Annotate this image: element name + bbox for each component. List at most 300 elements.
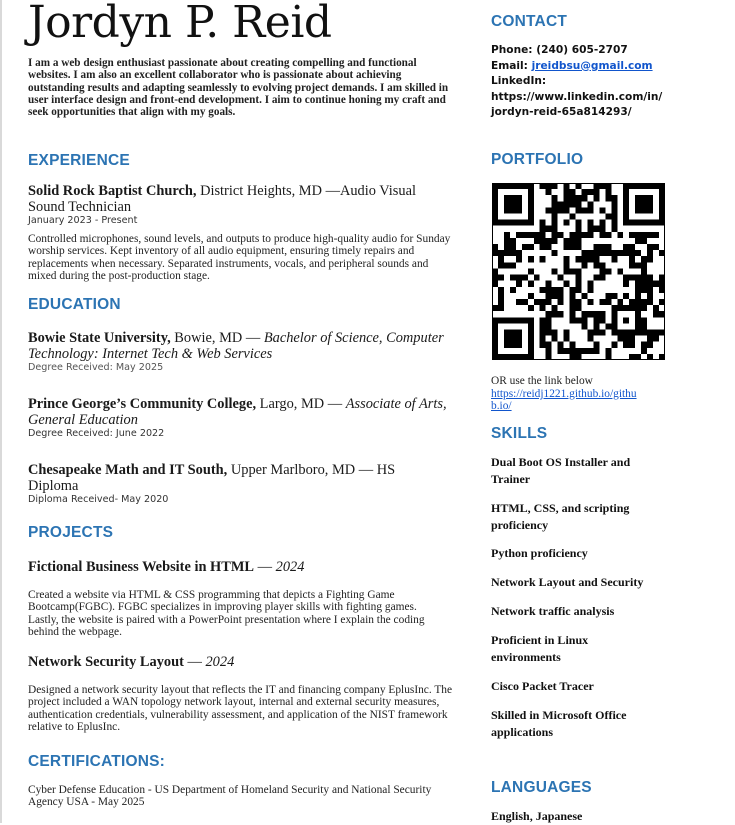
qr-module xyxy=(587,232,593,238)
qr-module xyxy=(570,268,576,274)
qr-module xyxy=(552,293,558,299)
qr-module xyxy=(540,329,546,335)
qr-module xyxy=(599,250,605,256)
qr-module xyxy=(587,281,593,287)
qr-module xyxy=(576,201,582,207)
qr-module xyxy=(629,329,635,335)
qr-module xyxy=(611,201,617,207)
project-title xyxy=(28,654,234,670)
qr-module xyxy=(576,244,582,250)
qr-module xyxy=(564,256,570,262)
qr-module xyxy=(647,281,653,287)
education-heading: EDUCATION xyxy=(28,296,121,313)
qr-module xyxy=(558,311,564,317)
qr-module xyxy=(635,287,641,293)
qr-module xyxy=(623,342,629,348)
qr-module xyxy=(576,238,582,244)
education-school: Chesapeake Math and IT South, xyxy=(28,462,228,478)
skills-heading: SKILLS xyxy=(491,425,548,442)
qr-module xyxy=(516,281,522,287)
qr-module xyxy=(528,244,534,250)
qr-module xyxy=(581,232,587,238)
qr-module xyxy=(587,220,593,226)
qr-module xyxy=(593,189,599,195)
qr-module xyxy=(611,207,617,213)
qr-module xyxy=(599,262,605,268)
qr-module xyxy=(623,329,629,335)
contact-block xyxy=(491,43,691,121)
qr-module xyxy=(605,195,611,201)
qr-module xyxy=(641,232,647,238)
qr-module xyxy=(552,201,558,207)
qr-module xyxy=(581,250,587,256)
qr-module xyxy=(641,323,647,329)
qr-module xyxy=(498,275,504,281)
qr-module xyxy=(540,226,546,232)
qr-module xyxy=(581,293,587,299)
skill-item: Network traffic analysis xyxy=(491,604,615,618)
qr-module xyxy=(599,311,605,317)
qr-module xyxy=(534,299,540,305)
qr-module xyxy=(552,250,558,256)
qr-module xyxy=(546,342,552,348)
qr-module xyxy=(552,226,558,232)
qr-module xyxy=(641,329,647,335)
qr-module xyxy=(611,317,617,323)
qr-module xyxy=(546,323,552,329)
qr-module xyxy=(546,299,552,305)
qr-module xyxy=(653,281,659,287)
qr-module xyxy=(546,329,552,335)
qr-module xyxy=(623,281,629,287)
qr-module xyxy=(564,336,570,342)
qr-module xyxy=(540,256,546,262)
qr-module xyxy=(540,238,546,244)
qr-module xyxy=(641,268,647,274)
qr-module xyxy=(540,336,546,342)
qr-module xyxy=(576,348,582,354)
portfolio-link-line-1: https://reidj1221.github.io/githu xyxy=(491,387,637,400)
qr-module xyxy=(641,262,647,268)
qr-module xyxy=(576,220,582,226)
education-school: Bowie State University, xyxy=(28,330,171,346)
qr-module xyxy=(635,281,641,287)
qr-module xyxy=(635,317,641,323)
qr-module xyxy=(510,250,516,256)
qr-module xyxy=(522,244,528,250)
qr-module xyxy=(552,195,558,201)
qr-module xyxy=(617,250,623,256)
qr-module xyxy=(593,323,599,329)
qr-module xyxy=(611,214,617,220)
qr-module xyxy=(635,250,641,256)
qr-module xyxy=(546,293,552,299)
qr-module xyxy=(540,220,546,226)
education-place: Largo, MD — xyxy=(256,396,346,412)
qr-module xyxy=(564,201,570,207)
qr-module xyxy=(552,238,558,244)
qr-module xyxy=(647,299,653,305)
qr-module xyxy=(647,244,653,250)
qr-module xyxy=(605,189,611,195)
qr-module xyxy=(564,220,570,226)
qr-module xyxy=(504,244,510,250)
experience-date: January 2023 - Present xyxy=(28,215,138,226)
qr-module xyxy=(558,299,564,305)
portfolio-link-block xyxy=(491,375,661,413)
project-title xyxy=(28,559,304,575)
experience-title xyxy=(28,183,448,216)
qr-module xyxy=(546,226,552,232)
qr-module xyxy=(593,195,599,201)
qr-module xyxy=(570,195,576,201)
qr-module xyxy=(587,329,593,335)
qr-module xyxy=(546,287,552,293)
qr-module xyxy=(510,238,516,244)
qr-module xyxy=(617,268,623,274)
portfolio-link[interactable] xyxy=(491,388,637,413)
qr-module xyxy=(546,244,552,250)
qr-module xyxy=(593,256,599,262)
qr-module xyxy=(534,232,540,238)
qr-module xyxy=(605,348,611,354)
qr-module xyxy=(653,311,659,317)
qr-module xyxy=(611,305,617,311)
qr-module xyxy=(623,293,629,299)
qr-module xyxy=(647,275,653,281)
summary-paragraph: I am a web design enthusiast passionate about creating compelling and functional websites. I am also an excellent collaborator who is passionate about achieving outstanding results and adapting seamlessly to evolving project demands. I am skilled in user interface design and front-end development. I aim to continue honing my craft and seek opportunities that align with my goals. xyxy=(28,57,449,119)
education-degree: Bachelor of Science, Computer Technology: Internet Tech & Web Services xyxy=(28,330,444,363)
qr-module xyxy=(570,232,576,238)
qr-module xyxy=(498,256,504,262)
qr-module xyxy=(635,305,641,311)
qr-module xyxy=(599,244,605,250)
qr-module xyxy=(611,323,617,329)
skill-item: Python proficiency xyxy=(491,546,588,560)
qr-module xyxy=(552,329,558,335)
phone-value: (240) 605-2707 xyxy=(536,44,628,56)
qr-module xyxy=(593,348,599,354)
qr-module xyxy=(587,207,593,213)
qr-module xyxy=(587,226,593,232)
qr-module xyxy=(534,275,540,281)
qr-module xyxy=(599,268,605,274)
qr-module xyxy=(647,329,653,335)
skill-item: Proficient in Linux environments xyxy=(491,633,589,664)
qr-module xyxy=(528,305,534,311)
project-description: Created a website via HTML & CSS programming that depicts a Fighting Game Bootcamp(FGBC). FGBC specializes in improving player skills with fighting games. Lastly, the website is paired with a PowerPoint presentation where I explain the coding behind the webpage. xyxy=(28,589,425,639)
email-label: Email: xyxy=(491,59,528,72)
education-date: Degree Received: June 2022 xyxy=(28,428,165,439)
skill-item: Cisco Packet Tracer xyxy=(491,679,594,693)
qr-module xyxy=(498,262,504,268)
qr-module xyxy=(564,195,570,201)
qr-module xyxy=(552,268,558,274)
qr-module xyxy=(581,317,587,323)
qr-module xyxy=(522,299,528,305)
skill-item: Skilled in Microsoft Office applications xyxy=(491,708,627,739)
qr-module xyxy=(593,250,599,256)
education-date: Degree Received: May 2025 xyxy=(28,362,164,373)
qr-module xyxy=(552,311,558,317)
qr-module xyxy=(593,244,599,250)
resume-name: Jordyn P. Reid xyxy=(28,0,332,48)
qr-module xyxy=(653,244,659,250)
qr-module xyxy=(611,342,617,348)
qr-module xyxy=(528,281,534,287)
qr-module xyxy=(528,293,534,299)
qr-module xyxy=(635,238,641,244)
education-school: Prince George’s Community College, xyxy=(28,396,257,412)
qr-module xyxy=(593,317,599,323)
qr-module xyxy=(587,201,593,207)
qr-module xyxy=(558,232,564,238)
qr-module xyxy=(581,256,587,262)
qr-module xyxy=(510,244,516,250)
qr-module xyxy=(629,336,635,342)
qr-module xyxy=(498,299,504,305)
qr-module xyxy=(599,275,605,281)
phone-label: Phone: xyxy=(491,44,533,56)
qr-module xyxy=(587,336,593,342)
qr-module xyxy=(564,238,570,244)
education-date: Diploma Received- May 2020 xyxy=(28,494,169,505)
qr-module xyxy=(641,275,647,281)
qr-module xyxy=(623,336,629,342)
project-name: Fictional Business Website in HTML xyxy=(28,559,255,575)
experience-heading: EXPERIENCE xyxy=(28,152,130,169)
qr-module xyxy=(576,305,582,311)
qr-module xyxy=(611,220,617,226)
qr-module xyxy=(581,262,587,268)
contact-heading: CONTACT xyxy=(491,13,568,30)
qr-module xyxy=(576,268,582,274)
experience-description: Controlled microphones, sound levels, and outputs to produce high-quality audio for Sunday worship services. Kept inventory of all audio equipment, ensuring timely repairs and replacements when necessary. Separated instruments, vocals, and peripheral sounds and mixed during the post-production stage. xyxy=(28,233,451,283)
qr-module xyxy=(576,299,582,305)
qr-module xyxy=(641,287,647,293)
qr-module xyxy=(635,329,641,335)
qr-module xyxy=(653,232,659,238)
qr-module xyxy=(504,232,510,238)
qr-module xyxy=(593,311,599,317)
qr-module xyxy=(546,317,552,323)
qr-module xyxy=(504,329,522,347)
qr-module xyxy=(635,323,641,329)
qr-module xyxy=(576,256,582,262)
qr-module xyxy=(504,195,522,213)
qr-module xyxy=(546,311,552,317)
education-place: Upper Marlboro, MD — HS Diploma xyxy=(28,462,396,495)
qr-module xyxy=(647,293,653,299)
qr-module xyxy=(629,244,635,250)
qr-module xyxy=(552,336,558,342)
qr-module xyxy=(605,250,611,256)
qr-module xyxy=(611,226,617,232)
qr-module xyxy=(617,232,623,238)
qr-module xyxy=(564,189,570,195)
qr-module xyxy=(504,250,510,256)
qr-module xyxy=(623,244,629,250)
qr-module xyxy=(516,275,522,281)
qr-module xyxy=(611,250,617,256)
qr-module xyxy=(623,317,629,323)
qr-module xyxy=(581,195,587,201)
qr-module xyxy=(558,207,564,213)
qr-module xyxy=(611,311,617,317)
qr-module xyxy=(534,238,540,244)
qr-module xyxy=(587,299,593,305)
qr-module xyxy=(564,268,570,274)
qr-module xyxy=(564,244,570,250)
qr-module xyxy=(546,189,552,195)
qr-module xyxy=(617,329,623,335)
qr-module xyxy=(570,214,576,220)
qr-module xyxy=(570,311,576,317)
education-item-title xyxy=(28,462,428,495)
qr-module xyxy=(641,299,647,305)
qr-module xyxy=(635,275,641,281)
qr-module xyxy=(564,262,570,268)
skill-item: HTML, CSS, and scripting proficiency xyxy=(491,501,630,532)
project-name: Network Security Layout xyxy=(28,654,184,670)
qr-module xyxy=(546,238,552,244)
qr-module xyxy=(570,287,576,293)
qr-module xyxy=(516,256,522,262)
project-year: 2024 xyxy=(205,654,235,670)
project-separator: — xyxy=(183,654,206,670)
contact-linkedin-url-2: jordyn-reid-65a814293/ xyxy=(491,106,632,119)
qr-module xyxy=(570,348,576,354)
qr-module xyxy=(587,256,593,262)
education-degree: Associate of Arts, General Education xyxy=(28,396,447,429)
qr-module xyxy=(564,207,570,213)
qr-module xyxy=(558,348,564,354)
email-link[interactable]: jreidbsu@gmail.com xyxy=(531,59,653,72)
qr-module xyxy=(576,287,582,293)
qr-module xyxy=(617,336,623,342)
qr-module xyxy=(641,281,647,287)
qr-module xyxy=(599,317,605,323)
skill-item: Dual Boot OS Installer and Trainer xyxy=(491,455,631,486)
qr-module xyxy=(552,305,558,311)
qr-code-icon[interactable] xyxy=(492,183,665,360)
qr-module xyxy=(641,342,647,348)
qr-module xyxy=(617,299,623,305)
qr-module xyxy=(599,207,605,213)
contact-email xyxy=(491,59,691,75)
qr-module xyxy=(552,220,558,226)
qr-module xyxy=(647,342,653,348)
project-description: Designed a network security layout that reflects the IT and financing company EplusInc. The project included a WAN topology network layout, internal and external security measures, authentication credentials, vulnerability assessment, and application of the NIST framework relative to EplusInc. xyxy=(28,684,453,734)
qr-module xyxy=(587,287,593,293)
qr-module xyxy=(605,323,611,329)
qr-module xyxy=(552,214,558,220)
languages-heading: LANGUAGES xyxy=(491,779,592,796)
qr-module xyxy=(576,195,582,201)
qr-module xyxy=(516,299,522,305)
qr-module xyxy=(516,232,522,238)
qr-module xyxy=(641,238,647,244)
qr-module xyxy=(647,287,653,293)
qr-module xyxy=(522,232,528,238)
qr-module xyxy=(635,232,641,238)
qr-module xyxy=(605,299,611,305)
qr-module xyxy=(570,342,576,348)
qr-module xyxy=(558,275,564,281)
qr-module xyxy=(504,238,510,244)
qr-module xyxy=(629,256,635,262)
qr-module xyxy=(623,250,629,256)
contact-linkedin-label: LinkedIn: xyxy=(491,75,547,88)
qr-module xyxy=(540,323,546,329)
qr-module xyxy=(546,348,552,354)
qr-module xyxy=(599,299,605,305)
qr-module xyxy=(593,342,599,348)
qr-module xyxy=(528,232,534,238)
qr-module xyxy=(611,329,617,335)
qr-module xyxy=(611,256,617,262)
qr-module xyxy=(504,262,510,268)
qr-module xyxy=(635,299,641,305)
education-item-title xyxy=(28,330,460,363)
qr-module xyxy=(576,281,582,287)
qr-module xyxy=(647,232,653,238)
portfolio-or-text: OR use the link below xyxy=(491,375,593,387)
qr-module xyxy=(528,268,534,274)
qr-module xyxy=(498,305,504,311)
qr-module xyxy=(647,256,653,262)
qr-module xyxy=(540,232,546,238)
qr-module xyxy=(570,189,576,195)
qr-module xyxy=(635,262,641,268)
qr-module xyxy=(558,201,564,207)
qr-module xyxy=(629,232,635,238)
qr-module xyxy=(581,348,587,354)
qr-module xyxy=(629,342,635,348)
qr-module xyxy=(570,201,576,207)
qr-module xyxy=(593,275,599,281)
qr-module xyxy=(647,336,653,342)
qr-module xyxy=(605,214,611,220)
qr-module xyxy=(576,226,582,232)
qr-module xyxy=(653,329,659,335)
qr-module xyxy=(570,293,576,299)
qr-module xyxy=(552,287,558,293)
qr-module xyxy=(623,305,629,311)
qr-module xyxy=(635,293,641,299)
qr-module xyxy=(641,256,647,262)
skill-item: Network Layout and Security xyxy=(491,575,644,589)
qr-module xyxy=(617,305,623,311)
qr-module xyxy=(540,342,546,348)
qr-module xyxy=(647,250,653,256)
qr-module xyxy=(570,317,576,323)
qr-module xyxy=(558,287,564,293)
qr-module xyxy=(605,293,611,299)
qr-module xyxy=(641,305,647,311)
qr-module xyxy=(581,189,587,195)
qr-module xyxy=(570,238,576,244)
qr-module xyxy=(576,232,582,238)
qr-module xyxy=(611,195,617,201)
qr-module xyxy=(576,317,582,323)
qr-module xyxy=(564,281,570,287)
qr-module xyxy=(546,281,552,287)
qr-module xyxy=(564,348,570,354)
qr-module xyxy=(510,262,516,268)
qr-module xyxy=(558,293,564,299)
qr-module xyxy=(605,244,611,250)
